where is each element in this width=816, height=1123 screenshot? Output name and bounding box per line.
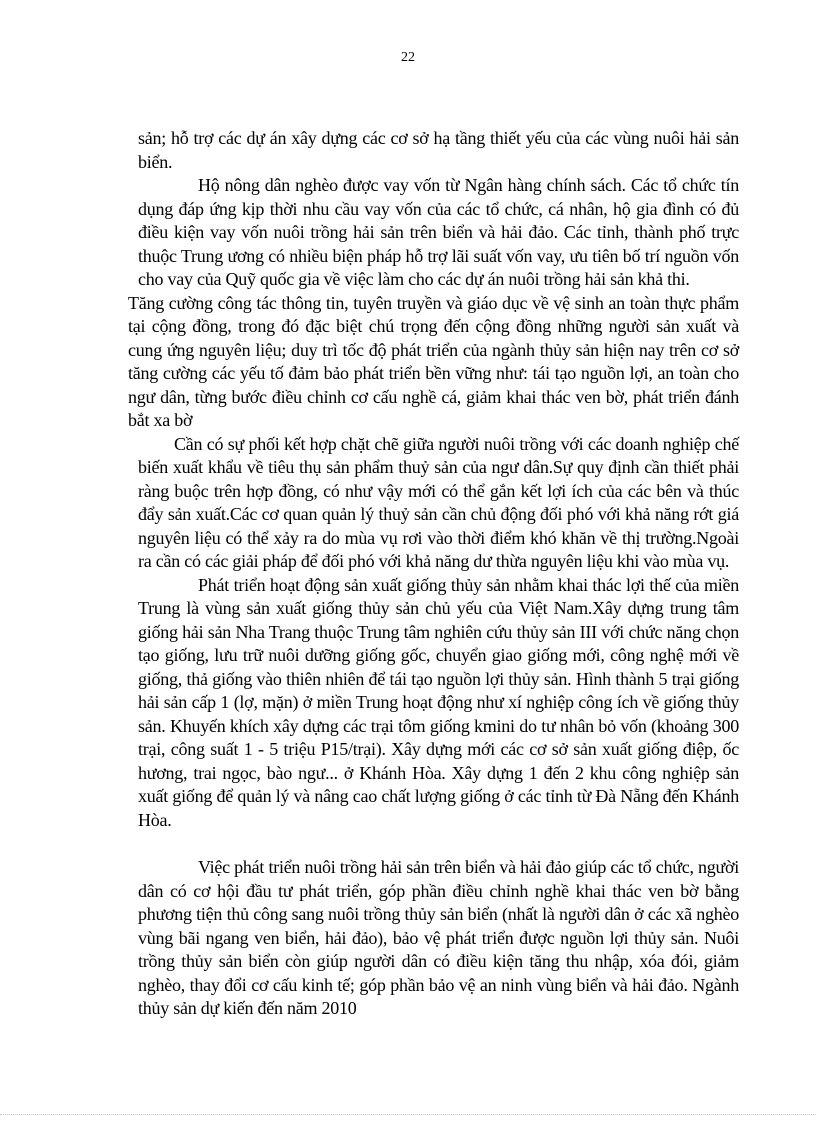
page-number: 22 (401, 50, 415, 65)
paragraph-seed-production: Phát triển hoạt động sản xuất giống thủy sản nhằm khai thác lợi thế của miền Trung là vùng sản xuất giống thủy sản chủ yếu của Việt Nam.Xây dựng trung tâm giống hải sản Nha Trang thuộc Trung tâm nghiên cứu thủy sản III với chức năng chọn tạo giống, lưu trữ nuôi dưỡng giống gốc, chuyển giao giống mới, công nghệ mới về giống, thả giống vào thiên nhiên để tái tạo nguồn lợi thủy sản. Hình thành 5 trại giống hải sản cấp 1 (lợ, mặn) ở miền Trung hoạt động như xí nghiệp công ích về giống thủy sản. Khuyến khích xây dựng các trại tôm giống kmini do tư nhân bỏ vốn (khoảng 300 trại, công suất 1 - 5 triệu P15/trại). Xây dựng mới các cơ sở sản xuất giống điệp, ốc hương, trai ngọc, bào ngư... ở Khánh Hòa. Xây dựng 1 đến 2 khu công nghiệp sản xuất giống để quản lý và nâng cao chất lượng giống ở các tỉnh từ Đà Nẵng đến Khánh Hòa. (138, 574, 739, 830)
paragraph-food-safety: Tăng cường công tác thông tin, tuyên truyền và giáo dục về vệ sinh an toàn thực phẩm tại cộng đồng, trong đó đặc biệt chú trọng đến cộng đồng những người sản xuất và cung ứng nguyên liệu; duy trì tốc độ phát triển của ngành thủy sản hiện nay trên cơ sở tăng cường các yếu tố đảm bảo phát triển bền vững như: tái tạo nguồn lợi, an toàn cho ngư dân, từng bước điều chỉnh cơ cấu nghề cá, giảm khai thác ven bờ, phát triển đánh bắt xa bờ (128, 292, 739, 430)
document-body (128, 127, 739, 1021)
paragraph-marine-aquaculture: Việc phát triển nuôi trồng hải sản trên biển và hải đảo giúp các tổ chức, người dân có cơ hội đầu tư phát triển, góp phần điều chỉnh nghề khai thác ven bờ bằng phương tiện thủ công sang nuôi trồng thủy sản biển (nhất là người dân ở các xã nghèo vùng bãi ngang ven biển, hải đảo), bảo vệ phát triển được nguồn lợi thủy sản. Nuôi trồng thủy sản biển còn giúp người dân có điều kiện tăng thu nhập, xóa đói, giảm nghèo, thay đổi cơ cấu kinh tế; góp phần bảo vệ an ninh vùng biển và hải đảo. Ngành thủy sản dự kiến đến năm 2010 (138, 857, 739, 1018)
page-bottom-divider (0, 1114, 816, 1115)
paragraph-loan-support: Hộ nông dân nghèo được vay vốn từ Ngân hàng chính sách. Các tổ chức tín dụng đáp ứng kịp thời nhu cầu vay vốn của các tổ chức, cá nhân, hộ gia đình có đủ điều kiện vay vốn nuôi trồng hải sản trên biển và hải đảo. Các tỉnh, thành phố trực thuộc Trung ương có nhiều biện pháp hỗ trợ lãi suất vốn vay, ưu tiên bố trí nguồn vốn cho vay của Quỹ quốc gia về việc làm cho các dự án nuôi trồng hải sản khả thi. (138, 175, 739, 289)
paragraph-business-cooperation: Cần có sự phối kết hợp chặt chẽ giữa người nuôi trồng với các doanh nghiệp chế biến xuất khẩu về tiêu thụ sản phẩm thuỷ sản của ngư dân.Sự quy định cần thiết phải ràng buộc trên hợp đồng, có như vậy mới có thể gắn kết lợi ích của các bên và thúc đẩy sản xuất.Các cơ quan quản lý thuỷ sản cần chủ động đối phó với khả năng rớt giá nguyên liệu có thể xảy ra do mùa vụ rơi vào thời điểm khó khăn về thị trường.Ngoài ra cần có các giải pháp để đối phó với khả năng dư thừa nguyên liệu khi vào mùa vụ. (138, 433, 739, 571)
paragraph-continuation: sản; hỗ trợ các dự án xây dựng các cơ sở hạ tầng thiết yếu của các vùng nuôi hải sản biển. (138, 128, 739, 172)
